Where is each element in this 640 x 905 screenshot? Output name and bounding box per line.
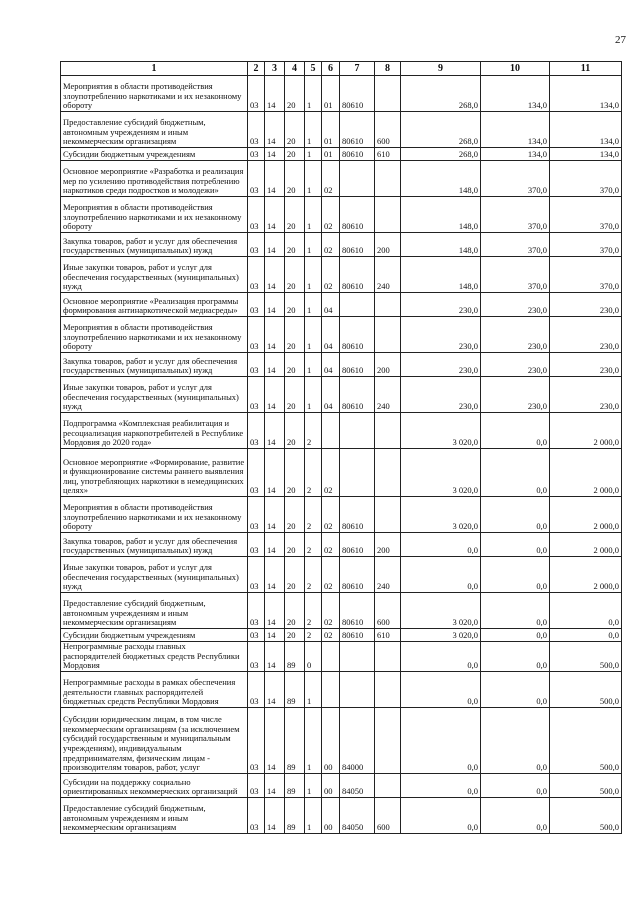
column-header: 2 [248,62,265,76]
amount-col9-cell: 3 020,0 [401,449,481,497]
program-code-cell: 20 [285,317,305,353]
expense-type-cell [375,497,401,533]
amount-col10-cell: 134,0 [481,112,550,148]
section-code-cell: 03 [248,497,265,533]
direction-code-cell [340,293,375,317]
subprogram-code-cell: 1 [305,671,322,707]
amount-col11-cell: 370,0 [550,257,622,293]
amount-col10-cell: 0,0 [481,533,550,557]
column-header: 5 [305,62,322,76]
table-row [61,293,622,317]
row-name-cell: Субсидии на поддержку социально ориентированных некоммерческих организаций [61,773,248,797]
subprogram-code-cell: 2 [305,629,322,642]
table-row [61,629,622,642]
subsection-code-cell: 14 [265,449,285,497]
amount-col11-cell: 230,0 [550,293,622,317]
amount-col10-cell: 0,0 [481,642,550,672]
subsection-code-cell: 14 [265,557,285,593]
amount-col11-cell: 2 000,0 [550,449,622,497]
expense-type-cell: 600 [375,593,401,629]
section-code-cell: 03 [248,353,265,377]
amount-col9-cell: 148,0 [401,257,481,293]
direction-code-cell: 80610 [340,629,375,642]
direction-code-cell: 80610 [340,497,375,533]
section-code-cell: 03 [248,112,265,148]
subsection-code-cell: 14 [265,112,285,148]
amount-col9-cell: 230,0 [401,317,481,353]
row-name-cell: Иные закупки товаров, работ и услуг для обеспечения государственных (муниципальных) нужд [61,377,248,413]
table-row [61,257,622,293]
subsection-code-cell: 14 [265,707,285,773]
column-header: 10 [481,62,550,76]
program-code-cell: 20 [285,161,305,197]
program-code-cell: 20 [285,629,305,642]
row-name-cell: Субсидии юридическим лицам, в том числе некоммерческим организациям (за исключением субсидий государственным и муниципальным учреждениям), индивидуальным предпринимателям, физическим лицам - производителям товаров, работ, услуг [61,707,248,773]
subprogram-code-cell: 2 [305,497,322,533]
row-name-cell: Подпрограмма «Комплексная реабилитация и ресоциализация наркопотребителей в Республике Мордовия до 2020 года» [61,413,248,449]
table-row [61,642,622,672]
amount-col9-cell: 0,0 [401,797,481,833]
amount-col11-cell: 230,0 [550,377,622,413]
page-number: 27 [615,34,626,46]
amount-col9-cell: 268,0 [401,76,481,112]
amount-col10-cell: 0,0 [481,707,550,773]
expense-type-cell [375,707,401,773]
activity-code-cell: 02 [322,533,340,557]
subprogram-code-cell: 2 [305,557,322,593]
amount-col9-cell: 3 020,0 [401,593,481,629]
table-body [61,76,622,834]
amount-col11-cell: 370,0 [550,161,622,197]
amount-col11-cell: 134,0 [550,112,622,148]
subsection-code-cell: 14 [265,233,285,257]
subprogram-code-cell: 1 [305,797,322,833]
amount-col9-cell: 0,0 [401,671,481,707]
expense-type-cell: 600 [375,797,401,833]
table-row [61,112,622,148]
subprogram-code-cell: 2 [305,449,322,497]
section-code-cell: 03 [248,197,265,233]
expense-type-cell [375,161,401,197]
amount-col11-cell: 0,0 [550,593,622,629]
section-code-cell: 03 [248,413,265,449]
section-code-cell: 03 [248,707,265,773]
program-code-cell: 20 [285,148,305,161]
program-code-cell: 20 [285,293,305,317]
subprogram-code-cell: 1 [305,377,322,413]
subprogram-code-cell: 1 [305,112,322,148]
section-code-cell: 03 [248,76,265,112]
amount-col11-cell: 230,0 [550,353,622,377]
amount-col11-cell: 500,0 [550,671,622,707]
row-name-cell: Иные закупки товаров, работ и услуг для обеспечения государственных (муниципальных) нужд [61,257,248,293]
direction-code-cell: 80610 [340,533,375,557]
table-row [61,557,622,593]
activity-code-cell: 02 [322,497,340,533]
subprogram-code-cell: 1 [305,293,322,317]
subsection-code-cell: 14 [265,197,285,233]
activity-code-cell [322,671,340,707]
amount-col10-cell: 0,0 [481,671,550,707]
activity-code-cell: 00 [322,797,340,833]
amount-col10-cell: 230,0 [481,353,550,377]
amount-col11-cell: 134,0 [550,76,622,112]
row-name-cell: Непрограммные расходы в рамках обеспечения деятельности главных распорядителей бюджетных средств Республики Мордовия [61,671,248,707]
section-code-cell: 03 [248,593,265,629]
direction-code-cell: 84050 [340,797,375,833]
activity-code-cell: 04 [322,317,340,353]
direction-code-cell: 80610 [340,233,375,257]
expense-type-cell: 240 [375,377,401,413]
column-header: 1 [61,62,248,76]
subprogram-code-cell: 1 [305,197,322,233]
amount-col11-cell: 230,0 [550,317,622,353]
amount-col9-cell: 0,0 [401,533,481,557]
table-row [61,233,622,257]
activity-code-cell: 01 [322,148,340,161]
column-header: 6 [322,62,340,76]
expense-type-cell [375,293,401,317]
amount-col11-cell: 370,0 [550,197,622,233]
subprogram-code-cell: 1 [305,148,322,161]
subsection-code-cell: 14 [265,497,285,533]
row-name-cell: Основное мероприятие «Формирование, развитие и функционирование системы раннего выявления лиц, употребляющих наркотики в немедицинских целях» [61,449,248,497]
section-code-cell: 03 [248,449,265,497]
subsection-code-cell: 14 [265,413,285,449]
amount-col10-cell: 370,0 [481,233,550,257]
amount-col11-cell: 2 000,0 [550,497,622,533]
direction-code-cell: 80610 [340,76,375,112]
table-row [61,497,622,533]
row-name-cell: Закупка товаров, работ и услуг для обеспечения государственных (муниципальных) нужд [61,533,248,557]
section-code-cell: 03 [248,257,265,293]
subsection-code-cell: 14 [265,377,285,413]
expense-type-cell [375,671,401,707]
activity-code-cell: 01 [322,112,340,148]
amount-col10-cell: 0,0 [481,773,550,797]
amount-col11-cell: 134,0 [550,148,622,161]
table-row [61,797,622,833]
expense-type-cell: 200 [375,233,401,257]
amount-col9-cell: 0,0 [401,773,481,797]
subprogram-code-cell: 0 [305,642,322,672]
table-row [61,413,622,449]
activity-code-cell: 02 [322,233,340,257]
amount-col10-cell: 0,0 [481,497,550,533]
amount-col10-cell: 0,0 [481,557,550,593]
row-name-cell: Мероприятия в области противодействия злоупотреблению наркотиками и их незаконному обороту [61,317,248,353]
subprogram-code-cell: 1 [305,773,322,797]
program-code-cell: 89 [285,642,305,672]
row-name-cell: Мероприятия в области противодействия злоупотреблению наркотиками и их незаконному обороту [61,197,248,233]
activity-code-cell [322,413,340,449]
subprogram-code-cell: 1 [305,257,322,293]
direction-code-cell: 84000 [340,707,375,773]
row-name-cell: Субсидии бюджетным учреждениям [61,629,248,642]
activity-code-cell: 04 [322,293,340,317]
column-header: 4 [285,62,305,76]
program-code-cell: 89 [285,671,305,707]
amount-col9-cell: 268,0 [401,148,481,161]
row-name-cell: Предоставление субсидий бюджетным, автономным учреждениям и иным некоммерческим организациям [61,593,248,629]
amount-col11-cell: 2 000,0 [550,413,622,449]
amount-col11-cell: 500,0 [550,642,622,672]
amount-col10-cell: 0,0 [481,413,550,449]
row-name-cell: Основное мероприятие «Разработка и реализация мер по усилению противодействия потреблению наркотиков среди подростков и молодежи» [61,161,248,197]
table-row [61,593,622,629]
amount-col11-cell: 0,0 [550,629,622,642]
subprogram-code-cell: 2 [305,593,322,629]
program-code-cell: 20 [285,257,305,293]
amount-col9-cell: 230,0 [401,293,481,317]
table-row [61,197,622,233]
table-row [61,707,622,773]
row-name-cell: Предоставление субсидий бюджетным, автономным учреждениям и иным некоммерческим организациям [61,112,248,148]
section-code-cell: 03 [248,293,265,317]
amount-col11-cell: 500,0 [550,797,622,833]
amount-col9-cell: 3 020,0 [401,497,481,533]
row-name-cell: Закупка товаров, работ и услуг для обеспечения государственных (муниципальных) нужд [61,233,248,257]
program-code-cell: 20 [285,197,305,233]
subprogram-code-cell: 1 [305,707,322,773]
amount-col10-cell: 230,0 [481,317,550,353]
table-row [61,533,622,557]
amount-col9-cell: 3 020,0 [401,413,481,449]
program-code-cell: 20 [285,593,305,629]
direction-code-cell [340,413,375,449]
row-name-cell: Мероприятия в области противодействия злоупотреблению наркотиками и их незаконному обороту [61,76,248,112]
program-code-cell: 20 [285,353,305,377]
direction-code-cell: 80610 [340,317,375,353]
expense-type-cell: 200 [375,353,401,377]
activity-code-cell: 02 [322,557,340,593]
subprogram-code-cell: 1 [305,161,322,197]
section-code-cell: 03 [248,642,265,672]
direction-code-cell [340,642,375,672]
activity-code-cell: 02 [322,257,340,293]
subprogram-code-cell: 1 [305,317,322,353]
amount-col11-cell: 2 000,0 [550,557,622,593]
subprogram-code-cell: 1 [305,233,322,257]
amount-col9-cell: 3 020,0 [401,629,481,642]
activity-code-cell: 02 [322,629,340,642]
amount-col9-cell: 268,0 [401,112,481,148]
subsection-code-cell: 14 [265,593,285,629]
section-code-cell: 03 [248,797,265,833]
table-header-row [61,62,622,76]
table-row [61,76,622,112]
column-header: 9 [401,62,481,76]
direction-code-cell: 80610 [340,197,375,233]
section-code-cell: 03 [248,148,265,161]
subsection-code-cell: 14 [265,353,285,377]
program-code-cell: 20 [285,233,305,257]
row-name-cell: Основное мероприятие «Реализация программы формирования антинаркотической медиасреды» [61,293,248,317]
section-code-cell: 03 [248,629,265,642]
subsection-code-cell: 14 [265,533,285,557]
direction-code-cell [340,671,375,707]
amount-col9-cell: 148,0 [401,161,481,197]
amount-col11-cell: 2 000,0 [550,533,622,557]
activity-code-cell [322,642,340,672]
section-code-cell: 03 [248,773,265,797]
row-name-cell: Мероприятия в области противодействия злоупотреблению наркотиками и их незаконному обороту [61,497,248,533]
expense-type-cell [375,773,401,797]
amount-col10-cell: 0,0 [481,449,550,497]
table-row [61,449,622,497]
expense-type-cell: 200 [375,533,401,557]
subsection-code-cell: 14 [265,629,285,642]
expense-type-cell: 240 [375,257,401,293]
expense-type-cell [375,413,401,449]
program-code-cell: 20 [285,557,305,593]
activity-code-cell: 00 [322,707,340,773]
activity-code-cell: 02 [322,161,340,197]
amount-col9-cell: 230,0 [401,353,481,377]
direction-code-cell [340,449,375,497]
direction-code-cell: 80610 [340,257,375,293]
direction-code-cell: 84050 [340,773,375,797]
row-name-cell: Иные закупки товаров, работ и услуг для обеспечения государственных (муниципальных) нужд [61,557,248,593]
column-header: 8 [375,62,401,76]
section-code-cell: 03 [248,377,265,413]
amount-col9-cell: 0,0 [401,642,481,672]
amount-col9-cell: 148,0 [401,233,481,257]
subprogram-code-cell: 2 [305,413,322,449]
program-code-cell: 20 [285,533,305,557]
program-code-cell: 89 [285,797,305,833]
subprogram-code-cell: 1 [305,353,322,377]
expense-type-cell [375,197,401,233]
table-row [61,148,622,161]
activity-code-cell: 00 [322,773,340,797]
subsection-code-cell: 14 [265,257,285,293]
amount-col10-cell: 370,0 [481,161,550,197]
amount-col10-cell: 230,0 [481,293,550,317]
amount-col11-cell: 500,0 [550,773,622,797]
subsection-code-cell: 14 [265,161,285,197]
expense-type-cell [375,642,401,672]
budget-table [60,61,622,834]
amount-col9-cell: 0,0 [401,707,481,773]
direction-code-cell: 80610 [340,377,375,413]
table-row [61,671,622,707]
table-row [61,377,622,413]
row-name-cell: Субсидии бюджетным учреждениям [61,148,248,161]
subsection-code-cell: 14 [265,76,285,112]
section-code-cell: 03 [248,533,265,557]
activity-code-cell: 01 [322,76,340,112]
section-code-cell: 03 [248,161,265,197]
subprogram-code-cell: 2 [305,533,322,557]
activity-code-cell: 02 [322,449,340,497]
subprogram-code-cell: 1 [305,76,322,112]
program-code-cell: 89 [285,707,305,773]
row-name-cell: Закупка товаров, работ и услуг для обеспечения государственных (муниципальных) нужд [61,353,248,377]
program-code-cell: 20 [285,413,305,449]
amount-col10-cell: 0,0 [481,629,550,642]
subsection-code-cell: 14 [265,293,285,317]
column-header: 7 [340,62,375,76]
activity-code-cell: 04 [322,353,340,377]
column-header: 3 [265,62,285,76]
section-code-cell: 03 [248,671,265,707]
section-code-cell: 03 [248,557,265,593]
section-code-cell: 03 [248,233,265,257]
program-code-cell: 20 [285,449,305,497]
amount-col10-cell: 370,0 [481,197,550,233]
activity-code-cell: 02 [322,197,340,233]
amount-col9-cell: 0,0 [401,557,481,593]
amount-col10-cell: 230,0 [481,377,550,413]
direction-code-cell: 80610 [340,353,375,377]
table-row [61,161,622,197]
direction-code-cell: 80610 [340,112,375,148]
program-code-cell: 20 [285,497,305,533]
row-name-cell: Предоставление субсидий бюджетным, автономным учреждениям и иным некоммерческим организациям [61,797,248,833]
program-code-cell: 20 [285,112,305,148]
expense-type-cell: 600 [375,112,401,148]
row-name-cell: Непрограммные расходы главных распорядителей бюджетных средств Республики Мордовия [61,642,248,672]
expense-type-cell: 610 [375,629,401,642]
table-row [61,353,622,377]
amount-col10-cell: 134,0 [481,148,550,161]
amount-col10-cell: 370,0 [481,257,550,293]
expense-type-cell [375,449,401,497]
expense-type-cell: 610 [375,148,401,161]
subsection-code-cell: 14 [265,642,285,672]
subsection-code-cell: 14 [265,797,285,833]
activity-code-cell: 04 [322,377,340,413]
program-code-cell: 20 [285,377,305,413]
expense-type-cell [375,76,401,112]
amount-col11-cell: 370,0 [550,233,622,257]
expense-type-cell [375,317,401,353]
amount-col10-cell: 134,0 [481,76,550,112]
table-row [61,773,622,797]
column-header: 11 [550,62,622,76]
expense-type-cell: 240 [375,557,401,593]
section-code-cell: 03 [248,317,265,353]
subsection-code-cell: 14 [265,773,285,797]
subsection-code-cell: 14 [265,671,285,707]
subsection-code-cell: 14 [265,317,285,353]
program-code-cell: 20 [285,76,305,112]
table-row [61,317,622,353]
direction-code-cell: 80610 [340,557,375,593]
amount-col10-cell: 0,0 [481,593,550,629]
amount-col9-cell: 230,0 [401,377,481,413]
direction-code-cell: 80610 [340,148,375,161]
amount-col11-cell: 500,0 [550,707,622,773]
activity-code-cell: 02 [322,593,340,629]
amount-col9-cell: 148,0 [401,197,481,233]
program-code-cell: 89 [285,773,305,797]
amount-col10-cell: 0,0 [481,797,550,833]
direction-code-cell: 80610 [340,593,375,629]
direction-code-cell [340,161,375,197]
subsection-code-cell: 14 [265,148,285,161]
